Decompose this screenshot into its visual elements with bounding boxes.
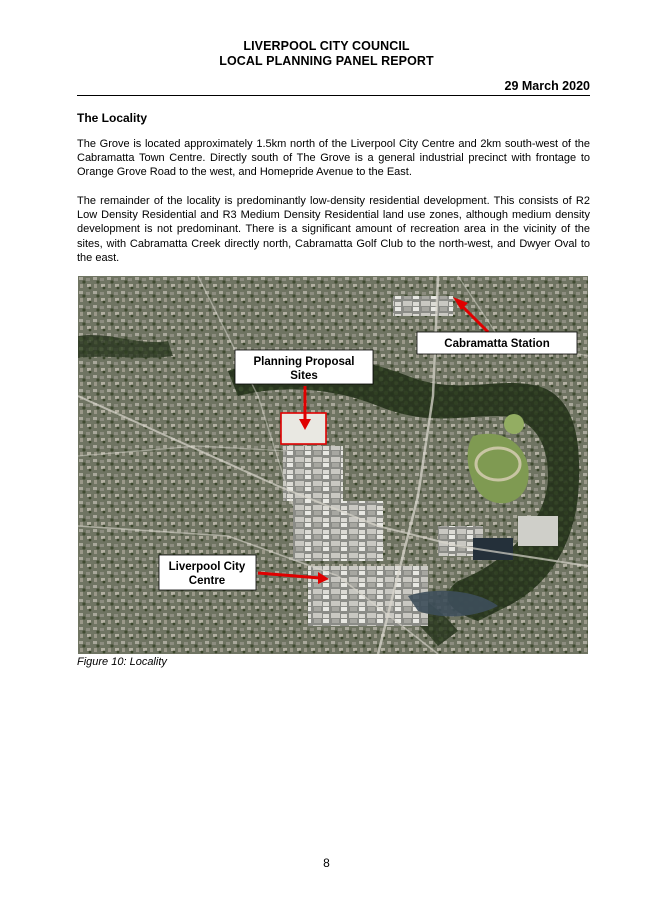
planning-proposal-label-line2: Sites	[290, 370, 318, 382]
page-number: 8	[323, 856, 330, 870]
paragraph-2: The remainder of the locality is predominantly low-density residential development. This consists of R2 Low Density Residential and R3 Medium Density Residential land use zones, although medium density development is not predominant. There is a significant amount of recreation area in the vicinity of the sites, with Cabramatta Creek directly north, Cabramatta Golf Club to the north-west, and Dwyer Oval to the east.	[77, 195, 590, 264]
section-title: The Locality	[77, 111, 148, 125]
report-date: 29 March 2020	[504, 79, 590, 93]
report-title: LOCAL PLANNING PANEL REPORT	[219, 54, 434, 68]
council-name: LIVERPOOL CITY COUNCIL	[243, 39, 410, 53]
paragraph-1: The Grove is located approximately 1.5km north of the Liverpool City Centre and 2km south-west of the Cabramatta Town Centre. Directly south of The Grove is a general industrial precinct with frontage to Orange Grove Road to the west, and Homepride Avenue to the East.	[77, 138, 590, 179]
locality-aerial-map	[78, 276, 588, 654]
figure-caption: Figure 10: Locality	[77, 656, 167, 668]
cabramatta-station-label: Cabramatta Station	[444, 338, 550, 350]
liverpool-centre-label-line2: Centre	[188, 575, 226, 587]
planning-proposal-label-line1: Planning Proposal	[253, 356, 355, 368]
liverpool-centre-label-line1: Liverpool City	[168, 561, 246, 573]
header-divider	[77, 95, 590, 96]
